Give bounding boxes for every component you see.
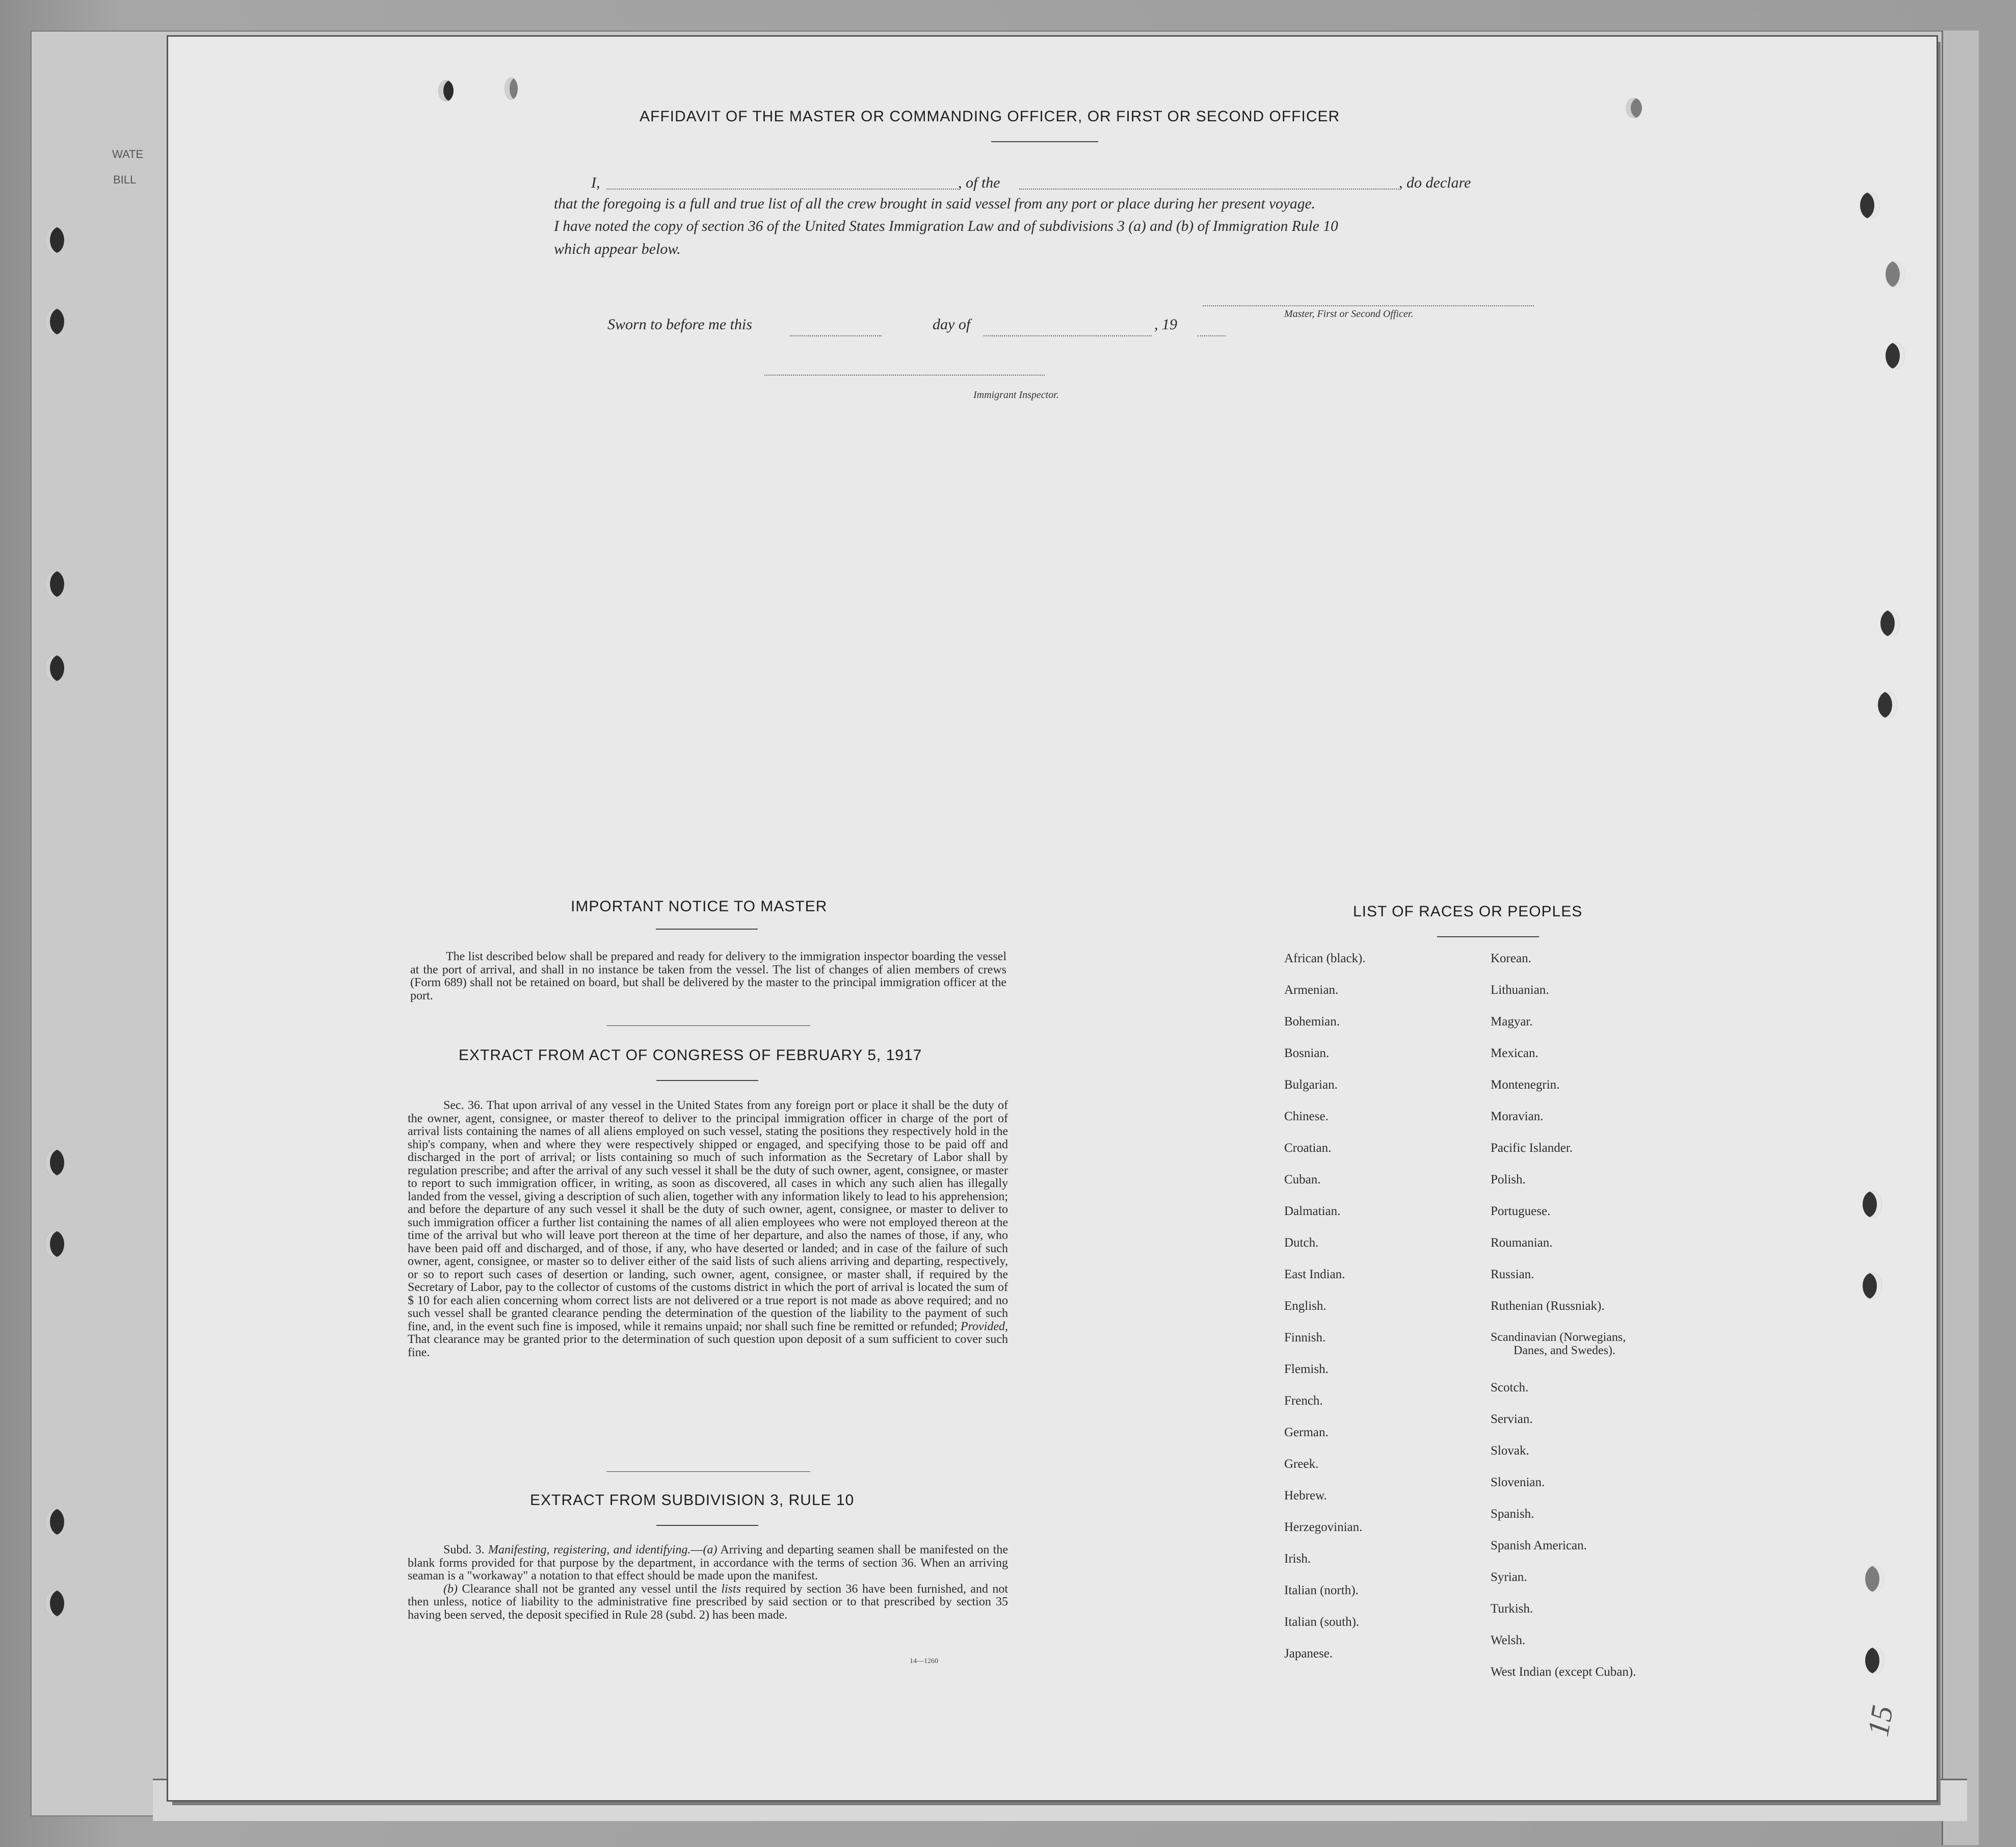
form-number: 14—1260 — [910, 1657, 938, 1665]
race-item: Greek. — [1284, 1457, 1319, 1471]
punch-hole — [45, 655, 64, 681]
section-36-label: Sec. 36. — [443, 1099, 483, 1112]
race-item: Servian. — [1491, 1412, 1533, 1426]
part-a-label: (a) — [703, 1543, 718, 1556]
punch-hole — [45, 308, 64, 335]
vessel-field-line[interactable] — [1019, 189, 1399, 190]
punch-hole — [438, 80, 454, 101]
punch-hole — [1626, 98, 1642, 118]
punch-hole — [1886, 261, 1905, 287]
act-extract-text — [408, 1099, 1008, 1359]
race-item: Dalmatian. — [1284, 1204, 1341, 1218]
section-36-body: That upon arrival of any vessel in the United States from any foreign port or place it shall be the duty of the owner, agent, consignee, or master thereof to deliver to the principal immigration officer in charge of the port of arrival lists containing the names of all aliens employed on such vessel, stating the positions they respectively hold in the ship's company, when and where they were respectively shipped or engaged, and specifying those to be paid off and discharged in the port of arrival; or lists containing so much of such information as the Secretary of Labor shall by regulation prescribe; and after the arrival of any such vessel it shall be the duty of such owner, agent, consignee, or master to report to such immigration officer, in writing, as soon as discovered, all cases in which any such alien has illegally landed from the vessel, giving a description of such alien, together with any information likely to lead to his apprehension; and before the departure of any such vessel it shall be the duty of such owner, agent, consignee, or master to deliver to such immigration officer a further list containing the names of all alien employees who were not employed thereon at the time of the arrival but who will leave port thereon at the time of her departure, and also the names of those, if any, who have been paid off and discharged, and of those, if any, who have deserted or landed; and in case of the failure of such owner, agent, consignee, or master so to deliver either of the said lists of such aliens arriving and departing, respectively, or so to report such cases of desertion or landing, such owner, agent, consignee, or master shall, if required by the Secretary of Labor, pay to the collector of customs of the customs district in which the port of arrival is located the sum of $ 10 for each alien concerning whom correct lists are not delivered or a true report is not made as above required; and no such vessel shall be granted clearance pending the determination of the question of the liability to the payment of such fine, and, in the event such fine is imposed, while it remains unpaid; nor shall such fine be remitted or refunded; — [408, 1099, 1008, 1333]
part-b-label: (b) — [443, 1582, 458, 1596]
race-item: Italian (south). — [1284, 1615, 1360, 1629]
race-item: Bosnian. — [1284, 1046, 1330, 1060]
section-divider — [606, 1025, 810, 1026]
race-item: Montenegrin. — [1491, 1078, 1560, 1092]
part-b-text-1: Clearance shall not be granted any vessel until the — [462, 1582, 717, 1596]
punch-hole — [505, 77, 518, 100]
races-rule — [1437, 936, 1539, 937]
rule-extract-title: EXTRACT FROM SUBDIVISION 3, RULE 10 — [530, 1492, 855, 1509]
name-field-line[interactable] — [606, 189, 958, 190]
race-item: Korean. — [1491, 952, 1531, 965]
race-item: Portuguese. — [1491, 1204, 1551, 1218]
race-item: Spanish. — [1491, 1507, 1534, 1521]
race-item: Finnish. — [1284, 1331, 1326, 1344]
race-item: West Indian (except Cuban). — [1491, 1665, 1636, 1679]
race-item: French. — [1284, 1394, 1323, 1408]
punch-hole — [45, 1590, 64, 1617]
sworn-month-line[interactable] — [984, 335, 1152, 336]
master-caption: Master, First or Second Officer. — [1284, 308, 1414, 320]
race-item: Slovenian. — [1491, 1475, 1545, 1489]
part-b-lists: lists — [721, 1582, 741, 1596]
rule-extract-text: Subd. 3. Manifesting, registering, and identifying.—(a) Arriving and departing seamen shall be manifested on the blank forms provided for that purpose by the department, in accordance with the terms of section 36. When an arriving seaman is a "workaway" a notation to that effect should be made upon the manifest. (b) Clearance shall not be granted any vessel until the lists required by section 36 have been furnished, and not then unless, notice of liability to the administrative fine prescribed by said section or to that prescribed by section 35 having been served, the deposit specified in Rule 28 (subd. 2) has been made. — [408, 1543, 1009, 1622]
race-item: Dutch. — [1284, 1236, 1319, 1250]
race-item: Syrian. — [1491, 1570, 1527, 1584]
race-item: Russian. — [1491, 1268, 1534, 1281]
punch-hole — [1878, 692, 1897, 718]
race-item: Slovak. — [1491, 1444, 1529, 1458]
race-item: Bulgarian. — [1284, 1078, 1338, 1092]
day-of-label: day of — [933, 316, 971, 333]
race-item: Lithuanian. — [1491, 983, 1549, 997]
punch-hole — [1863, 1191, 1882, 1218]
races-title: LIST OF RACES OR PEOPLES — [1353, 903, 1583, 920]
race-item: East Indian. — [1284, 1268, 1345, 1281]
race-item: Danes, and Swedes). — [1514, 1344, 1615, 1357]
race-item: Spanish American. — [1491, 1539, 1587, 1552]
punch-hole — [1880, 610, 1900, 637]
race-item: Mexican. — [1491, 1046, 1538, 1060]
title-rule — [991, 141, 1098, 142]
punch-hole — [45, 1509, 64, 1535]
punch-hole — [45, 571, 64, 597]
backing-sheet-edge — [1942, 31, 1979, 1845]
notice-rule — [656, 929, 758, 930]
rule-extract-rule — [656, 1525, 758, 1526]
year-label: , 19 — [1154, 316, 1177, 333]
affidavit-body-line-3: which appear below. — [554, 241, 681, 257]
race-item: Roumanian. — [1491, 1236, 1553, 1250]
punch-hole — [1863, 1273, 1882, 1299]
affidavit-do-declare: , do declare — [1399, 174, 1471, 191]
race-item: Hebrew. — [1284, 1489, 1327, 1502]
provided-label: Provided, — [960, 1320, 1008, 1333]
punch-hole — [45, 1231, 64, 1257]
sworn-day-line[interactable] — [790, 335, 882, 336]
affidavit-body-line-2: I have noted the copy of section 36 of the United States Immigration Law and of subdivisions 3 (a) and (b) of Immigration Rule 10 — [554, 218, 1338, 234]
race-item: Moravian. — [1491, 1110, 1544, 1123]
race-item: Scandinavian (Norwegians, — [1491, 1331, 1626, 1344]
act-extract-title: EXTRACT FROM ACT OF CONGRESS OF FEBRUARY 5, 1917 — [459, 1047, 922, 1064]
punch-hole — [1860, 192, 1879, 219]
notice-title: IMPORTANT NOTICE TO MASTER — [571, 898, 828, 915]
affidavit-title: AFFIDAVIT OF THE MASTER OR COMMANDING OFFICER, OR FIRST OR SECOND OFFICER — [640, 108, 1340, 125]
race-item: Bohemian. — [1284, 1015, 1340, 1028]
act-extract-rule — [656, 1080, 758, 1081]
race-item: Cuban. — [1284, 1173, 1321, 1186]
race-item: Magyar. — [1491, 1015, 1533, 1028]
subd-label: Subd. 3. — [443, 1543, 485, 1556]
sworn-label: Sworn to before me this — [607, 316, 752, 333]
affidavit-of-the-label: , of the — [958, 174, 1000, 191]
affidavit-i-label: I, — [591, 174, 600, 191]
race-item: Japanese. — [1284, 1647, 1333, 1660]
punch-hole — [45, 227, 64, 253]
race-item: Scotch. — [1491, 1381, 1529, 1394]
notice-paragraph: The list described below shall be prepared and ready for delivery to the immigration inspector boarding the vessel at the port of arrival, and shall in no instance be taken from the vessel. The list of changes of alien members of crews (Form 689) shall not be retained on board, but shall be delivered by the master to the principal immigration officer at the port. — [410, 950, 1006, 1002]
race-item: Croatian. — [1284, 1141, 1332, 1155]
race-item: Ruthenian (Russniak). — [1491, 1299, 1605, 1313]
race-item: Irish. — [1284, 1552, 1311, 1566]
section-divider — [606, 1471, 810, 1472]
punch-hole — [1865, 1647, 1885, 1674]
race-item: Polish. — [1491, 1173, 1526, 1186]
handwritten-page-number: 15 — [1861, 1703, 1900, 1739]
race-item: Herzegovinian. — [1284, 1520, 1363, 1534]
race-item: African (black). — [1284, 952, 1366, 965]
notice-text — [410, 951, 1006, 1002]
part-b-text-2: required by section 36 have been furnished, and not then unless, notice of liability to the administrative fine prescribed by said section or to that prescribed by section 35 having been served, the deposit specified in Rule 28 (subd. 2) has been made. — [408, 1582, 1009, 1622]
race-item: Italian (north). — [1284, 1584, 1359, 1597]
race-item: Welsh. — [1491, 1633, 1526, 1647]
part-a-text: Arriving and departing seamen shall be manifested on the blank forms provided for that purpose by the department, in accordance with the terms of section 36. When an arriving seaman is a "workaway" a notation to that effect should be made upon the manifest. — [408, 1543, 1008, 1582]
section-36-end: That clearance may be granted prior to the determination of such question upon deposit of a sum sufficient to cover such fine. — [408, 1333, 1008, 1359]
affidavit-body-line-1: that the foregoing is a full and true list of all the crew brought in said vessel from any port or place during her present voyage. — [554, 196, 1315, 212]
inspector-caption: Immigrant Inspector. — [973, 389, 1059, 401]
sworn-year-line[interactable] — [1198, 335, 1226, 336]
punch-hole — [1865, 1566, 1885, 1592]
inspector-signature-line[interactable] — [764, 375, 1045, 376]
punch-hole — [45, 1149, 64, 1176]
master-signature-line[interactable] — [1203, 305, 1534, 306]
margin-fragment-bottom: BILL — [113, 173, 137, 186]
race-item: Armenian. — [1284, 983, 1339, 997]
punch-hole — [1886, 342, 1905, 369]
race-item: Chinese. — [1284, 1110, 1329, 1123]
race-item: Flemish. — [1284, 1362, 1329, 1376]
race-item: English. — [1284, 1299, 1327, 1313]
form-page — [168, 37, 1937, 1800]
race-item: Turkish. — [1491, 1602, 1533, 1616]
subd-heading: Manifesting, registering, and identifying. — [488, 1543, 691, 1556]
race-item: German. — [1284, 1426, 1329, 1439]
margin-fragment-top: WATE — [112, 148, 144, 161]
race-item: Pacific Islander. — [1491, 1141, 1573, 1155]
